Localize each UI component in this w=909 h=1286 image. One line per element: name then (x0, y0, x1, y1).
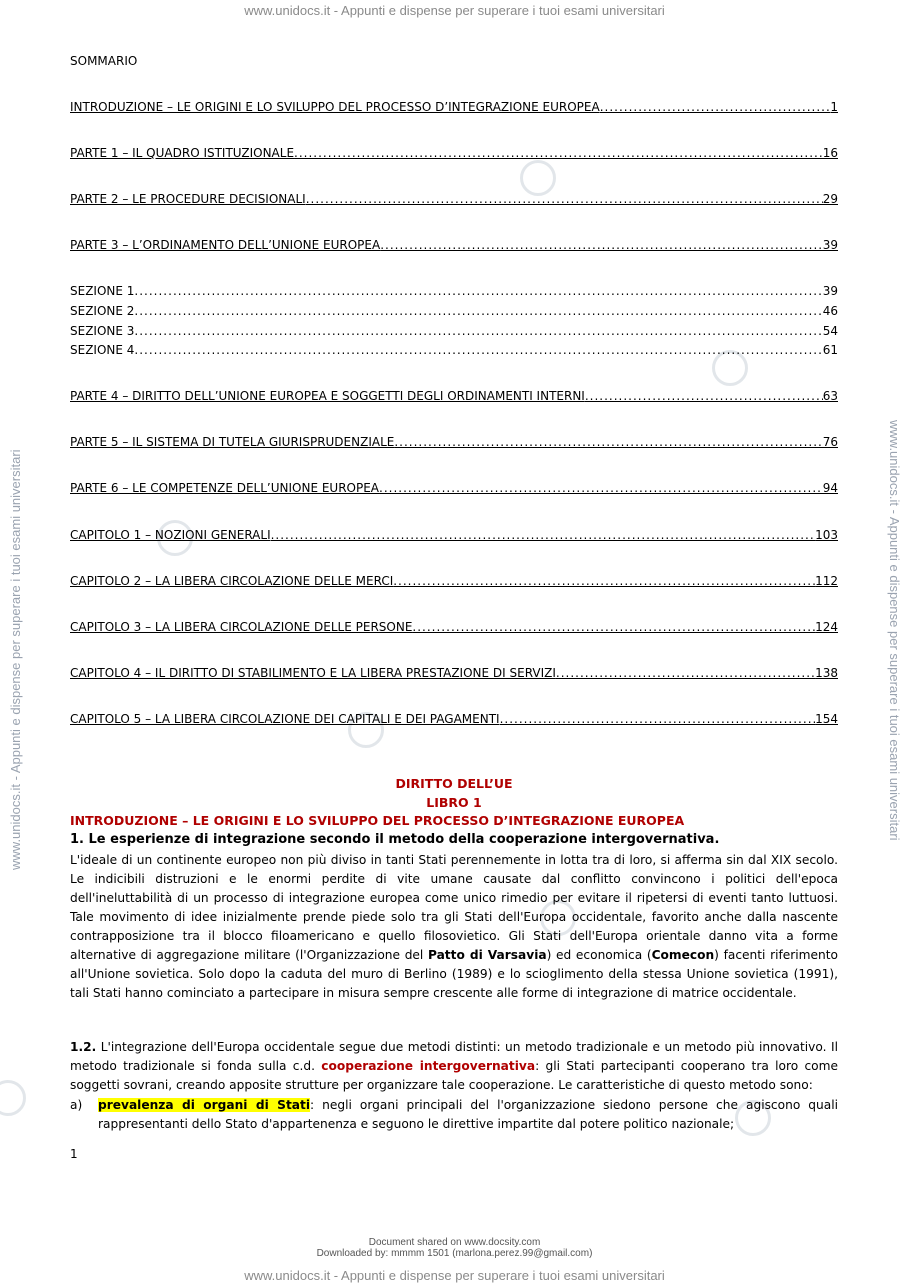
toc-entry-label: CAPITOLO 5 – LA LIBERA CIRCOLAZIONE DEI CAPITALI E DEI PAGAMENTI (70, 712, 500, 726)
section-heading: 1. Le esperienze di integrazione secondo il metodo della cooperazione intergovernativa. (70, 832, 720, 847)
paragraph-2: 1.2. L'integrazione dell'Europa occidentale segue due metodi distinti: un metodo tradizionale e un metodo più innovativo. Il metodo tradizionale si fonda sulla c.d. cooperazione intergovernativa: gli Stati partecipanti cooperano tra loro come soggetti sovrani, creando apposite strutture per organizzare tale cooperazione. Le caratteristiche di questo metodo sono: (70, 1040, 839, 1092)
toc-section-label: SEZIONE 4 (70, 343, 135, 357)
list-letter: a) (70, 1098, 83, 1112)
toc-entry-page: 76 (822, 435, 838, 449)
paragraph-1: L'ideale di un continente europeo non più diviso in tanti Stati perennemente in lotta tra di loro, si afferma sin dal XIX secolo. Le indicibili distruzioni e le enormi perdite di vite umane causate dal conflitto convincono i politici dell'epoca dell'ineluttabilità di un processo di integrazione europea come unico rimedio per evitare il ripetersi di eventi tanto luttuosi. Tale movimento di idee inizialmente prende piede solo tra gli Stati dell'Europa occidentale, favorito anche dalla nascente contrapposizione tra il blocco filoamericano e quello filosovietico. Gli Stati dell'Europa orientale danno vita a forme alternative di aggregazione militare (l'Organizzazione del Patto di Varsavia) ed economica (Comecon) facenti riferimento all'Unione sovietica. Solo dopo la caduta del muro di Berlino (1989) e lo scioglimento della stessa Unione sovietica (1991), tali Stati hanno cominciato a partecipare in misura sempre crescente alle forme di integrazione di matrice occidentale. (70, 853, 838, 1000)
toc-entry-label: PARTE 2 – LE PROCEDURE DECISIONALI (70, 192, 306, 206)
toc-section-page: 61 (822, 343, 838, 357)
toc-entry-page: 138 (815, 666, 838, 680)
document-subtitle: LIBRO 1 (426, 795, 482, 810)
toc-section-label: SEZIONE 1 (70, 284, 135, 298)
toc-entry[interactable] (70, 712, 838, 726)
toc-entry-page: 154 (815, 712, 838, 726)
toc-entry-page: 29 (822, 192, 838, 206)
toc-entry-label: PARTE 1 – IL QUADRO ISTITUZIONALE (70, 146, 295, 160)
toc-section-page: 39 (822, 284, 838, 298)
toc-section-page: 54 (822, 324, 838, 338)
toc-entry[interactable] (70, 481, 838, 495)
footer-downloaded: Downloaded by: mmmm 1501 (marlona.perez.99@gmail.com) (316, 1248, 593, 1259)
toc-section[interactable] (70, 284, 838, 298)
toc-section-label: SEZIONE 3 (70, 324, 135, 338)
watermark-right: www.unidocs.it - Appunti e dispense per superare i tuoi esami universitari (887, 420, 902, 841)
toc-entry-page: 112 (815, 574, 838, 588)
toc-entry-page: 39 (822, 238, 838, 252)
toc-entry-page: 1 (830, 100, 838, 114)
list-text: prevalenza di organi di Stati: negli organi principali del l'organizzazione siedono persone che agiscono quali rappresentanti dello Stato d'appartenenza e seguono le direttive impartite dal potere politico nazionale; (98, 1098, 838, 1131)
toc-entry[interactable] (70, 100, 838, 114)
toc-entry[interactable] (70, 192, 838, 206)
toc-section-label: SEZIONE 2 (70, 304, 135, 318)
toc-entry-page: 16 (822, 146, 838, 160)
toc-entry[interactable] (70, 574, 838, 588)
watermark-top: www.unidocs.it - Appunti e dispense per superare i tuoi esami universitari (244, 3, 665, 18)
watermark-left: www.unidocs.it - Appunti e dispense per superare i tuoi esami universitari (8, 449, 23, 870)
toc-entry[interactable] (70, 435, 838, 449)
toc-entry-label: PARTE 6 – LE COMPETENZE DELL’UNIONE EUROPEA (70, 481, 380, 495)
toc-title: SOMMARIO (70, 54, 138, 68)
toc-entry[interactable] (70, 389, 838, 403)
toc-entry-page: 94 (822, 481, 838, 495)
toc-entry[interactable] (70, 238, 838, 252)
watermark-logo-icon (520, 160, 556, 196)
watermark-bottom: www.unidocs.it - Appunti e dispense per superare i tuoi esami universitari (244, 1268, 665, 1283)
toc-entry-page: 124 (815, 620, 838, 634)
toc-entry-label: CAPITOLO 4 – IL DIRITTO DI STABILIMENTO E LA LIBERA PRESTAZIONE DI SERVIZI (70, 666, 556, 680)
toc-entry-label: PARTE 5 – IL SISTEMA DI TUTELA GIURISPRUDENZIALE (70, 435, 395, 449)
watermark-logo-icon (0, 1080, 26, 1116)
toc-entry-page: 103 (815, 528, 838, 542)
intro-heading: INTRODUZIONE – LE ORIGINI E LO SVILUPPO DEL PROCESSO D’INTEGRAZIONE EUROPEA (70, 813, 685, 828)
toc-section[interactable] (70, 343, 838, 357)
document-title: DIRITTO DELL’UE (395, 776, 513, 791)
toc-entry-label: INTRODUZIONE – LE ORIGINI E LO SVILUPPO DEL PROCESSO D’INTEGRAZIONE EUROPEA (70, 100, 600, 114)
toc-entry-label: PARTE 3 – L’ORDINAMENTO DELL’UNIONE EUROPEA (70, 238, 381, 252)
toc-entry[interactable] (70, 666, 838, 680)
toc-section[interactable] (70, 324, 838, 338)
page-number: 1 (70, 1147, 78, 1161)
toc-entry[interactable] (70, 528, 838, 542)
toc-entry-label: CAPITOLO 2 – LA LIBERA CIRCOLAZIONE DELLE MERCI (70, 574, 394, 588)
toc-entry-label: CAPITOLO 3 – LA LIBERA CIRCOLAZIONE DELLE PERSONE (70, 620, 413, 634)
toc-entry-label: CAPITOLO 1 – NOZIONI GENERALI (70, 528, 271, 542)
toc-entry-page: 63 (822, 389, 838, 403)
toc-section-page: 46 (822, 304, 838, 318)
toc-entry[interactable] (70, 146, 838, 160)
footer-shared: Document shared on www.docsity.com (368, 1237, 541, 1248)
toc-entry-label: PARTE 4 – DIRITTO DELL’UNIONE EUROPEA E SOGGETTI DEGLI ORDINAMENTI INTERNI (70, 389, 585, 403)
toc-section[interactable] (70, 304, 838, 318)
toc-entry[interactable] (70, 620, 838, 634)
